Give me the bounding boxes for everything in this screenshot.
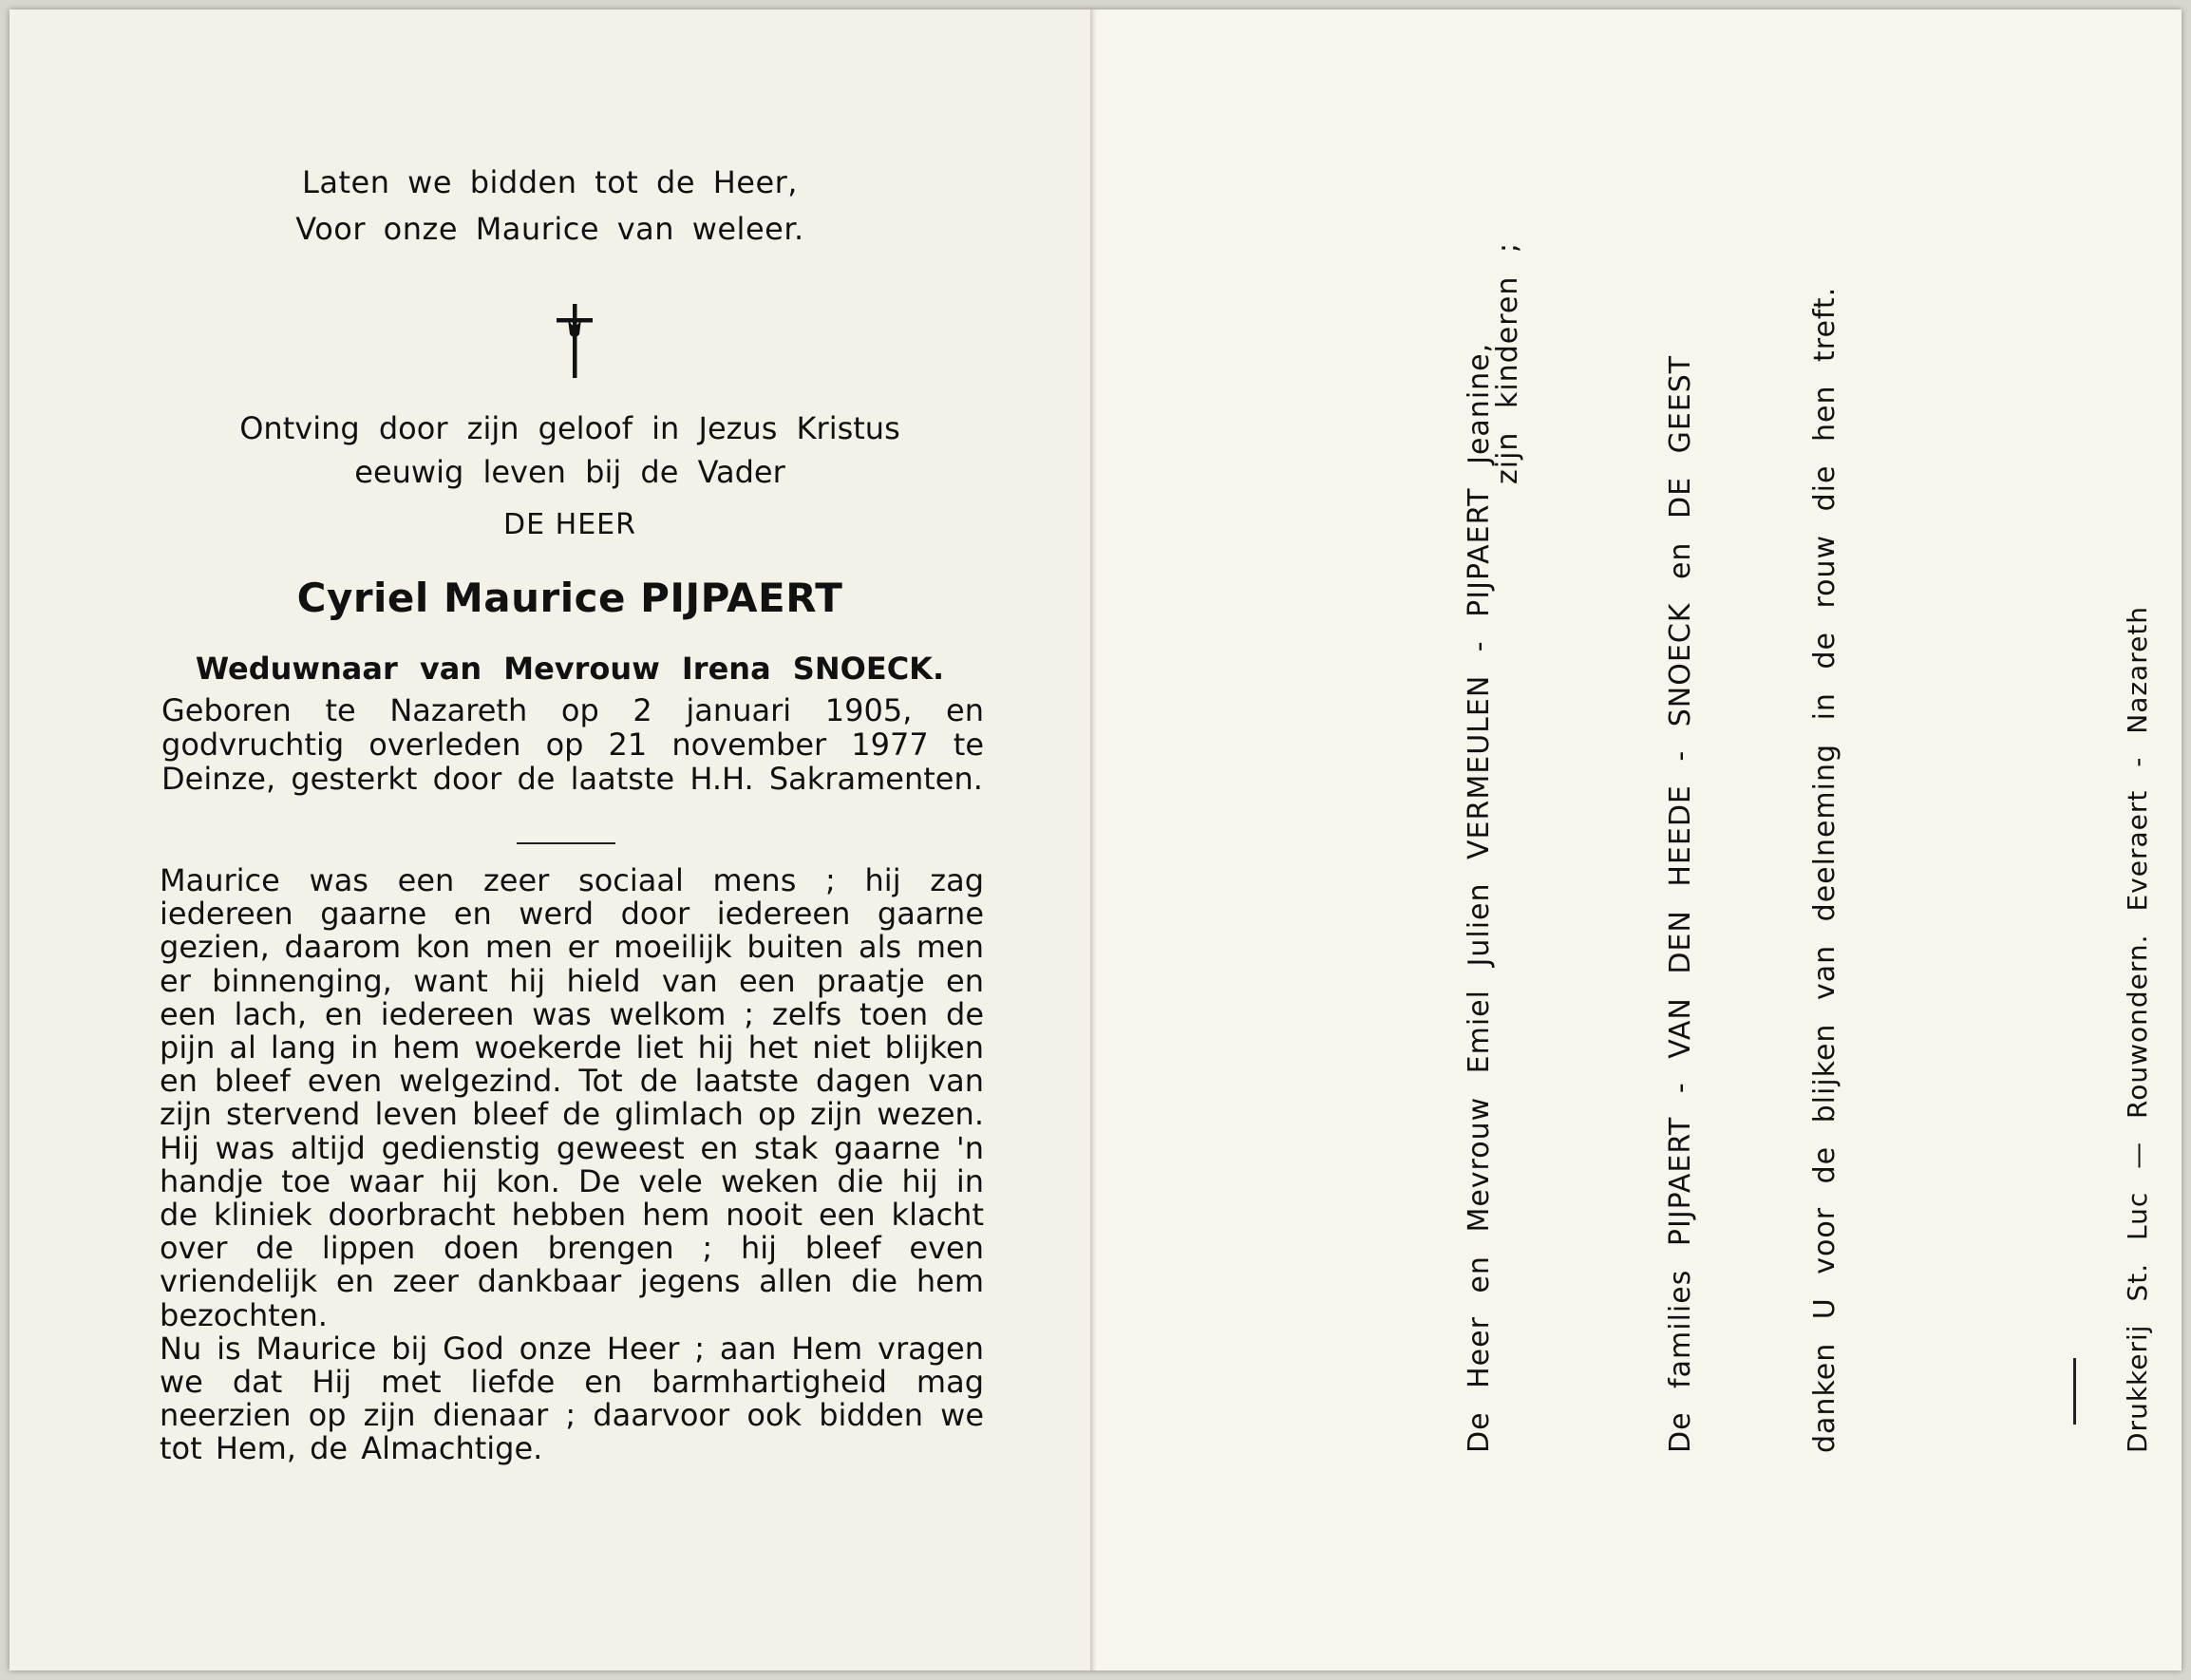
printer-marker-line — [2073, 1358, 2076, 1425]
honorific: DE HEER — [503, 508, 636, 541]
memorial-card — [9, 9, 2182, 1671]
cross-icon — [555, 304, 595, 378]
faith-line-2: eeuwig leven bij de Vader — [354, 454, 785, 490]
divider — [517, 842, 615, 844]
deceased-name: Cyriel Maurice PIJPAERT — [296, 575, 843, 621]
birth-death-paragraph: Geboren te Nazareth op 2 januari 1905, en godvruchtig overleden op 21 november 1977 te Deinze, gesterkt door de laatste H.H. Sakramenten. — [161, 692, 984, 797]
biography-paragraph: Maurice was een zeer sociaal mens ; hij zag iedereen gaarne en werd door iedereen gaarne gezien, daarom kon men er moeilijk buiten als men er binnenging, want hij hield van een praatje en een lach, en iedereen was welkom ; zelfs toen de pijn al lang in hem woekerde liet hij het niet blijken en bleef even welgezind. Tot de laatste dagen van zijn stervend leven bleef de glimlach op zijn wezen. Hij was altijd gedienstig geweest en stak gaarne 'n handje toe waar hij kon. De vele weken die hij in de kliniek doorbracht hebben hem nooit een klacht over de lippen doen brengen ; hij bleef even vriendelijk en zeer dankbaar jegens allen die hem bezochten. — [160, 862, 984, 1333]
faith-statement — [9, 406, 1130, 494]
prayer-line-2: Voor onze Maurice van weleer. — [295, 211, 804, 247]
back-panel: De Heer en Mevrouw Emiel Julien VERMEULEN - PIJPAERT Jeanine, zijn kinderen ; De families PIJPAERT - VAN DEN HEEDE - SNOECK en DE GEEST danken U voor de blijken van deelneming in de rouw die hen treft. Drukkerij St. Luc — Rouwondern. Everaert - Nazareth — [1096, 9, 2182, 1671]
closing-paragraph: Nu is Maurice bij God onze Heer ; aan Hem vragen we dat Hij met liefde en barmhartigheid mag neerzien op zijn dienaar ; daarvoor ook bidden we tot Hem, de Almachtige. — [160, 1330, 984, 1467]
front-panel — [9, 9, 1090, 1671]
widower-line: Weduwnaar van Mevrouw Irena SNOECK. — [195, 651, 945, 687]
faith-line-1: Ontving door zijn geloof in Jezus Kristus — [239, 410, 900, 446]
biography — [160, 864, 984, 1466]
opening-prayer — [9, 160, 1090, 253]
prayer-line-1: Laten we bidden tot de Heer, — [302, 164, 798, 200]
